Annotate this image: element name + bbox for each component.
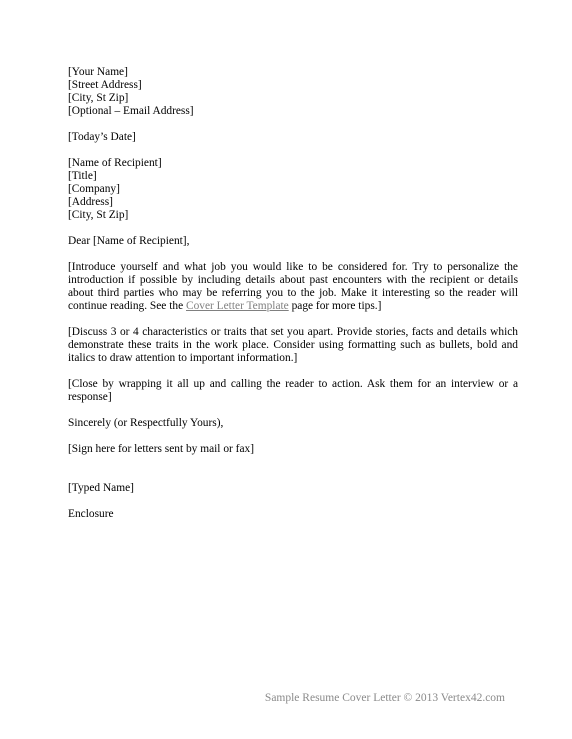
- intro-text-end: page for more tips.]: [288, 300, 382, 312]
- spacer: [68, 430, 518, 443]
- cover-letter-template-link[interactable]: Cover Letter Template: [185, 300, 289, 312]
- letter-page: [68, 66, 518, 521]
- recipient-block: [68, 157, 518, 222]
- page-footer: Sample Resume Cover Letter © 2013 Vertex42.com: [264, 692, 505, 704]
- recipient-company: [Company]: [68, 183, 120, 195]
- intro-text: [Introduce yourself and what job you would like to be considered for. Try to personalize the introduction if possible by including details about past encounters with the recipient or details about third parties who may be referring you to the job. Make it interesting so the reader will continue reading. See the: [68, 261, 518, 312]
- recipient-title: [Title]: [68, 170, 97, 182]
- typed-name: [Typed Name]: [68, 482, 134, 494]
- body-paragraph-intro: [68, 261, 518, 313]
- enclosure: Enclosure: [68, 508, 114, 520]
- spacer: [68, 144, 518, 157]
- spacer: [68, 222, 518, 235]
- spacer: [68, 313, 518, 326]
- signature-note: [Sign here for letters sent by mail or fax]: [68, 443, 254, 455]
- spacer: [68, 248, 518, 261]
- spacer: [68, 495, 518, 508]
- spacer: [68, 118, 518, 131]
- spacer: [68, 404, 518, 417]
- sender-block: [68, 66, 518, 118]
- recipient-city: [City, St Zip]: [68, 209, 129, 221]
- body-paragraph-traits: [Discuss 3 or 4 characteristics or traits that set you apart. Provide stories, facts and details which demonstrate these traits in the work place. Consider using formatting such as bullets, bold and italics to draw attention to important information.]: [68, 326, 518, 364]
- spacer: [68, 365, 518, 378]
- sender-name: [Your Name]: [68, 66, 128, 78]
- sender-email: [Optional – Email Address]: [68, 105, 194, 117]
- sender-city: [City, St Zip]: [68, 92, 129, 104]
- closing: Sincerely (or Respectfully Yours),: [68, 417, 224, 429]
- body-paragraph-close: [Close by wrapping it all up and calling the reader to action. Ask them for an interview or a response]: [68, 378, 518, 403]
- recipient-address: [Address]: [68, 196, 113, 208]
- salutation: Dear [Name of Recipient],: [68, 235, 190, 247]
- sender-street: [Street Address]: [68, 79, 142, 91]
- spacer: [68, 456, 518, 482]
- recipient-name: [Name of Recipient]: [68, 157, 162, 169]
- letter-date: [Today’s Date]: [68, 131, 136, 143]
